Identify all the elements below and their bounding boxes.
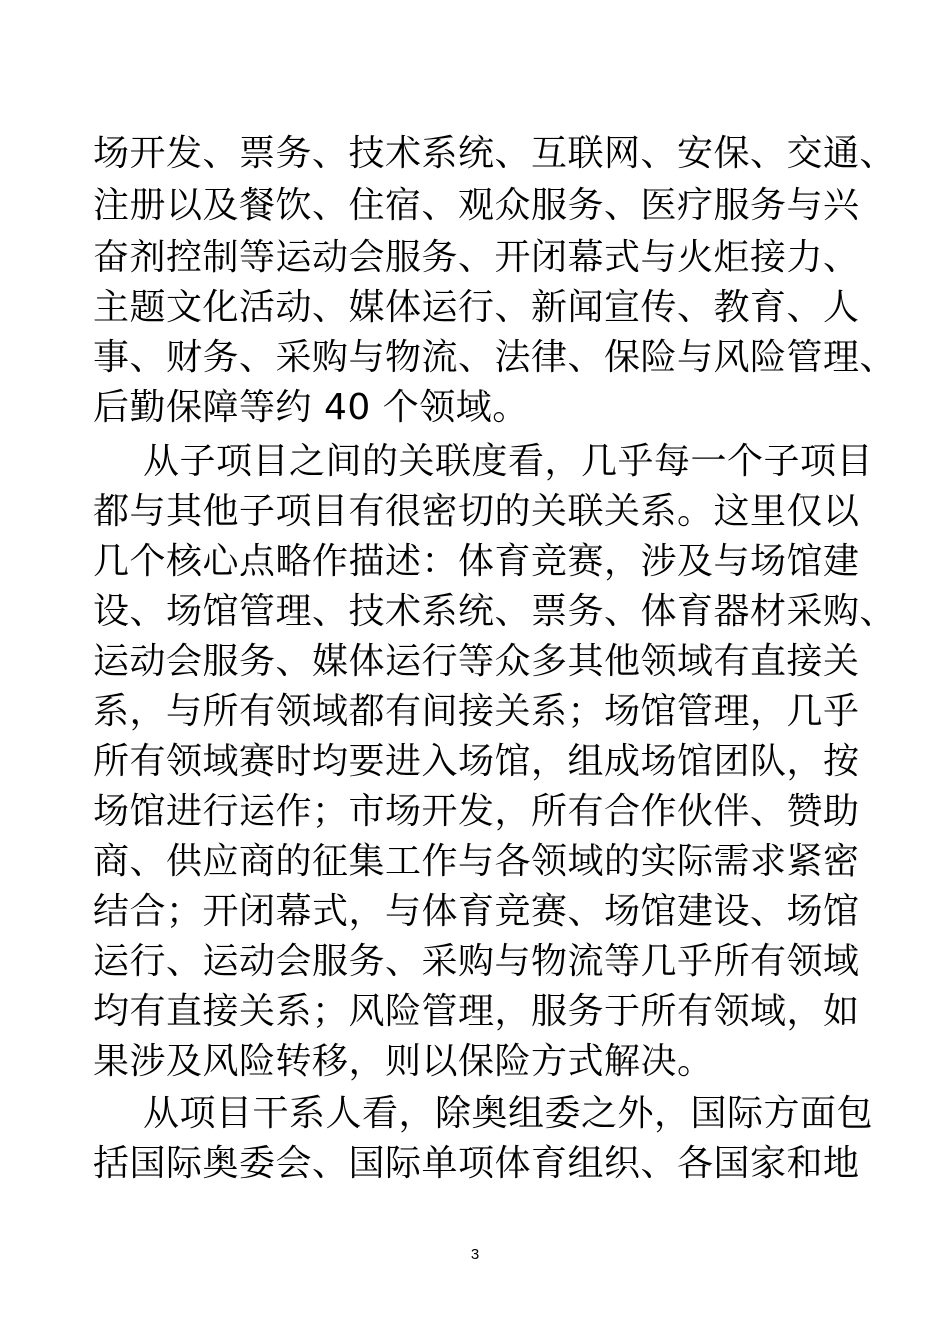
paragraph-3-line-1: 从项目干系人看，除奥组委之外，国际方面包: [143, 1093, 874, 1134]
paragraph-2-line-12: 均有直接关系；风险管理，服务于所有领域，如: [93, 991, 860, 1032]
paragraph-1-line-2: 注册以及餐饮、住宿、观众服务、医疗服务与兴: [93, 185, 860, 226]
paragraph-2-line-5: 运动会服务、媒体运行等众多其他领域有直接关: [93, 641, 860, 682]
paragraph-2-line-9: 商、供应商的征集工作与各领域的实际需求紧密: [93, 841, 860, 882]
paragraph-2-line-8: 场馆进行运作；市场开发，所有合作伙伴、赞助: [93, 791, 860, 832]
paragraph-1-line-1: 场开发、票务、技术系统、互联网、安保、交通、: [93, 133, 897, 174]
paragraph-2-line-4: 设、场馆管理、技术系统、票务、体育器材采购、: [93, 591, 897, 632]
paragraph-2-line-7: 所有领域赛时均要进入场馆，组成场馆团队，按: [93, 741, 860, 782]
paragraph-1-line-3: 奋剂控制等运动会服务、开闭幕式与火炬接力、: [93, 237, 860, 278]
paragraph-2-line-10: 结合；开闭幕式，与体育竞赛、场馆建设、场馆: [93, 891, 860, 932]
page-number: 3: [470, 1246, 480, 1263]
paragraph-2-line-3: 几个核心点略作描述：体育竞赛，涉及与场馆建: [93, 541, 860, 582]
paragraph-2-line-2: 都与其他子项目有很密切的关联关系。这里仅以: [93, 491, 860, 532]
paragraph-1-line-4: 主题文化活动、媒体运行、新闻宣传、教育、人: [93, 287, 860, 328]
paragraph-2-line-13: 果涉及风险转移，则以保险方式解决。: [93, 1041, 714, 1082]
paragraph-2-line-1: 从子项目之间的关联度看，几乎每一个子项目: [143, 441, 874, 482]
paragraph-2-line-6: 系，与所有领域都有间接关系；场馆管理，几乎: [93, 691, 860, 732]
paragraph-1-line-6: 后勤保障等约 40 个领域。: [93, 387, 529, 428]
paragraph-1-line-5: 事、财务、采购与物流、法律、保险与风险管理、: [93, 337, 897, 378]
paragraph-2-line-11: 运行、运动会服务、采购与物流等几乎所有领域: [93, 941, 860, 982]
paragraph-3-line-2: 括国际奥委会、国际单项体育组织、各国家和地: [93, 1143, 860, 1184]
